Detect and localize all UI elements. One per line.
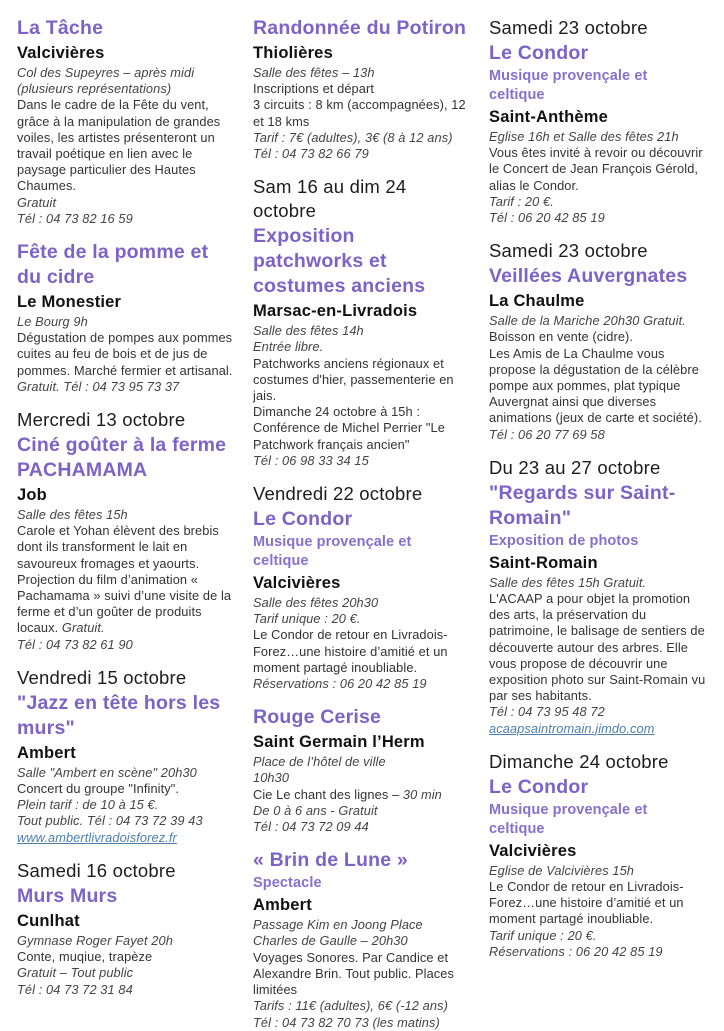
event-detail: Réservations : 06 20 42 85 19: [489, 943, 663, 959]
event-detail: Salle des fêtes 20h30: [253, 595, 379, 611]
event-title: Le Condor: [253, 508, 353, 531]
event-detail: Dimanche 24 octobre à 15h : Conférence de Michel Perrier "Le Patchwork français ancien": [253, 404, 445, 452]
event-detail: Tarifs : 11€ (adultes), 6€ (-12 ans): [253, 998, 448, 1014]
event-category: Musique provençale et celtique: [489, 68, 648, 103]
event-detail: Gratuit: [17, 194, 57, 210]
event-detail: L'ACAAP a pour objet la promotion des arts, la préservation du patrimoine, le balisage de sentiers de découverte autour des arbres. Elle vous propose de découvrir une exposition photo sur Saint-Romain vu par ses habitants.: [489, 591, 706, 704]
event-date: Sam 16 au dim 24 octobre: [253, 176, 407, 222]
event-location: Le Monestier: [17, 293, 122, 312]
event-location: La Chaulme: [489, 292, 585, 311]
event-detail: Boisson en vente (cidre).: [489, 329, 634, 345]
event-date: Vendredi 22 octobre: [253, 483, 423, 505]
event-block: [489, 239, 706, 443]
event-title: "Regards sur Saint-Romain": [489, 481, 676, 529]
event-detail: Gymnase Roger Fayet 20h: [17, 932, 173, 948]
event-block: [253, 16, 470, 162]
column-3: [489, 16, 706, 1014]
event-title: Ciné goûter à la ferme PACHAMAMA: [17, 434, 227, 482]
event-location: Saint Germain l’Herm: [253, 733, 425, 752]
event-date: Samedi 23 octobre: [489, 240, 648, 262]
event-location: Valcivières: [17, 44, 105, 62]
event-location: Ambert: [253, 896, 312, 915]
column-2: [253, 16, 470, 1030]
event-detail: 3 circuits : 8 km (accompagnées), 12 et 18 kms: [253, 97, 466, 129]
event-detail: Vous êtes invité à revoir ou découvrir le Concert de Jean François Gérold, alias le Condor.: [489, 145, 703, 193]
event-detail: Tél : 04 73 82 66 79: [253, 146, 369, 162]
event-detail: Salle des fêtes 15h: [17, 507, 128, 523]
event-date: Samedi 23 octobre: [489, 17, 648, 38]
event-detail: Salle des fêtes – 13h: [253, 65, 375, 80]
event-link-line: [489, 721, 706, 737]
event-block: [17, 408, 234, 653]
event-block: [489, 16, 706, 226]
event-block: [253, 848, 470, 1030]
event-date: Mercredi 13 octobre: [17, 409, 186, 431]
event-location: Valcivières: [253, 574, 341, 593]
event-location: Ambert: [17, 743, 76, 762]
event-title: "Jazz en tête hors les murs": [17, 691, 221, 739]
event-detail: Voyages Sonores. Par Candice et Alexandre Brin. Tout public. Places limitées: [253, 949, 455, 998]
event-detail: Réservations : 06 20 42 85 19: [253, 676, 427, 692]
event-detail: Tél : 06 20 42 85 19: [489, 210, 605, 226]
event-detail: Le Bourg 9h: [17, 314, 88, 330]
event-date: Vendredi 15 octobre: [17, 666, 187, 688]
text-run: Carole et Yohan élèvent des brebis dont ils transforment le lait en savoureux fromages et yaourts. Projection du film d’animation « Pachamama » suivi d’une visite de la ferme et d’un goûter de produits locaux.: [17, 523, 232, 636]
event-location: Marsac-en-Livradois: [253, 302, 418, 321]
event-detail: Tél : 06 98 33 34 15: [253, 452, 369, 468]
event-detail: Tarif : 20 €.: [489, 193, 554, 209]
event-block: [253, 482, 470, 692]
event-detail: Tout public. Tél : 04 73 72 39 43: [17, 813, 203, 829]
event-detail: Les Amis de La Chaulme vous propose la dégustation de la célèbre pompe aux pommes, plat typique Auvergnat ainsi que diverses animations (jeux de carte et société).: [489, 345, 702, 426]
event-block: [17, 240, 234, 395]
column-1: [17, 16, 234, 1014]
event-detail: Tél : 04 73 82 70 73 (les matins): [253, 1014, 440, 1030]
event-title: « Brin de Lune »: [253, 849, 408, 872]
event-location: Cunlhat: [17, 911, 80, 930]
event-location: Valcivières: [489, 841, 577, 860]
event-detail: Entrée libre.: [253, 339, 324, 355]
text-run: Cie Le chant des lignes –: [253, 786, 403, 802]
event-category: Spectacle: [253, 875, 322, 892]
event-link[interactable]: acaapsaintromain.jimdo.com: [489, 720, 655, 736]
event-location: Saint-Romain: [489, 553, 598, 572]
event-detail: Plein tarif : de 10 à 15 €.: [17, 797, 159, 813]
event-date: Samedi 16 octobre: [17, 859, 176, 881]
event-title: Exposition patchworks et costumes anciens: [253, 225, 426, 298]
event-block: [17, 859, 234, 998]
event-detail: Tél : 04 73 72 31 84: [17, 981, 133, 997]
event-detail: Patchworks anciens régionaux et costumes d'hier, passementerie en jais.: [253, 355, 454, 404]
event-detail: Tarif : 7€ (adultes), 3€ (8 à 12 ans): [253, 129, 453, 145]
event-title: Fête de la pomme et du cidre: [17, 241, 209, 289]
event-detail: Col des Supeyres – après midi: [17, 65, 195, 80]
event-detail: 10h30: [253, 770, 290, 786]
text-run: 30 min: [402, 786, 442, 802]
event-location: Thiolières: [253, 44, 333, 62]
event-detail: De 0 à 6 ans - Gratuit: [253, 802, 378, 818]
event-detail: Tél : 04 73 82 61 90: [17, 636, 133, 652]
event-detail: [253, 787, 470, 803]
event-detail: (plusieurs représentations): [17, 81, 172, 97]
event-detail: Salle "Ambert en scène" 20h30: [17, 764, 197, 780]
event-date: Dimanche 24 octobre: [489, 750, 669, 772]
text-run: Gratuit.: [61, 620, 105, 636]
event-category: Exposition de photos: [489, 532, 639, 549]
event-title: Veillées Auvergnates: [489, 265, 688, 288]
event-detail: Salle des fêtes 14h: [253, 323, 364, 339]
event-detail: Inscriptions et départ: [253, 81, 374, 97]
event-detail: Eglise 16h et Salle des fêtes 21h: [489, 129, 679, 144]
event-title: Rouge Cerise: [253, 706, 382, 729]
event-title: Le Condor: [489, 775, 589, 798]
event-location: Saint-Anthème: [489, 108, 609, 126]
event-title: Randonnée du Potiron: [253, 17, 467, 39]
event-block: [17, 16, 234, 227]
event-title: Le Condor: [489, 42, 589, 64]
event-detail: Gratuit – Tout public: [17, 965, 134, 981]
event-title: Murs Murs: [17, 884, 118, 907]
event-detail: Passage Kim en Joong Place Charles de Gaulle – 20h30: [253, 917, 423, 949]
event-detail: Place de l’hôtel de ville: [253, 754, 386, 770]
event-detail: Gratuit. Tél : 04 73 95 73 37: [17, 378, 180, 394]
event-detail: Salle des fêtes 15h Gratuit.: [489, 574, 647, 590]
event-location: Job: [17, 486, 47, 505]
event-detail: Le Condor de retour en Livradois-Forez…une histoire d’amitié et un moment partagé inoubliable.: [253, 627, 448, 675]
event-detail: Dégustation de pompes aux pommes cuites au feu de bois et de jus de pommes. Marché fermier et artisanal.: [17, 330, 233, 378]
event-detail: Dans le cadre de la Fête du vent, grâce à la manipulation de grandes voiles, les artistes présenteront un travail poétique en lien avec le paysage particulier des Hautes Chaumes.: [17, 97, 221, 194]
event-detail: Conte, muqiue, trapèze: [17, 949, 153, 965]
event-link-line: [17, 830, 234, 846]
event-detail: Salle de la Mariche 20h30 Gratuit.: [489, 313, 686, 329]
event-link[interactable]: www.ambertlivradoisforez.fr: [17, 829, 177, 845]
event-block: [253, 175, 470, 469]
event-title: La Tâche: [17, 17, 104, 39]
event-category: Musique provençale et celtique: [253, 534, 412, 570]
event-detail: Tél : 04 73 95 48 72: [489, 704, 605, 720]
event-detail: Tarif unique : 20 €.: [253, 611, 361, 627]
event-detail: Tarif unique : 20 €.: [489, 927, 597, 943]
event-block: [489, 750, 706, 960]
event-block: [489, 456, 706, 737]
event-detail: Concert du groupe "Infinity".: [17, 781, 180, 797]
event-detail: [17, 523, 234, 636]
event-detail: Tél : 06 20 77 69 58: [489, 426, 605, 442]
event-category: Musique provençale et celtique: [489, 801, 648, 837]
event-block: [17, 666, 234, 846]
event-detail: Tél : 04 73 72 09 44: [253, 819, 369, 835]
event-detail: Eglise de Valcivières 15h: [489, 862, 635, 878]
event-detail: Le Condor de retour en Livradois-Forez…une histoire d’amitié et un moment partagé inoubliable.: [489, 879, 684, 927]
event-block: [253, 705, 470, 835]
event-date: Du 23 au 27 octobre: [489, 456, 661, 478]
event-detail: Tél : 04 73 82 16 59: [17, 210, 133, 226]
